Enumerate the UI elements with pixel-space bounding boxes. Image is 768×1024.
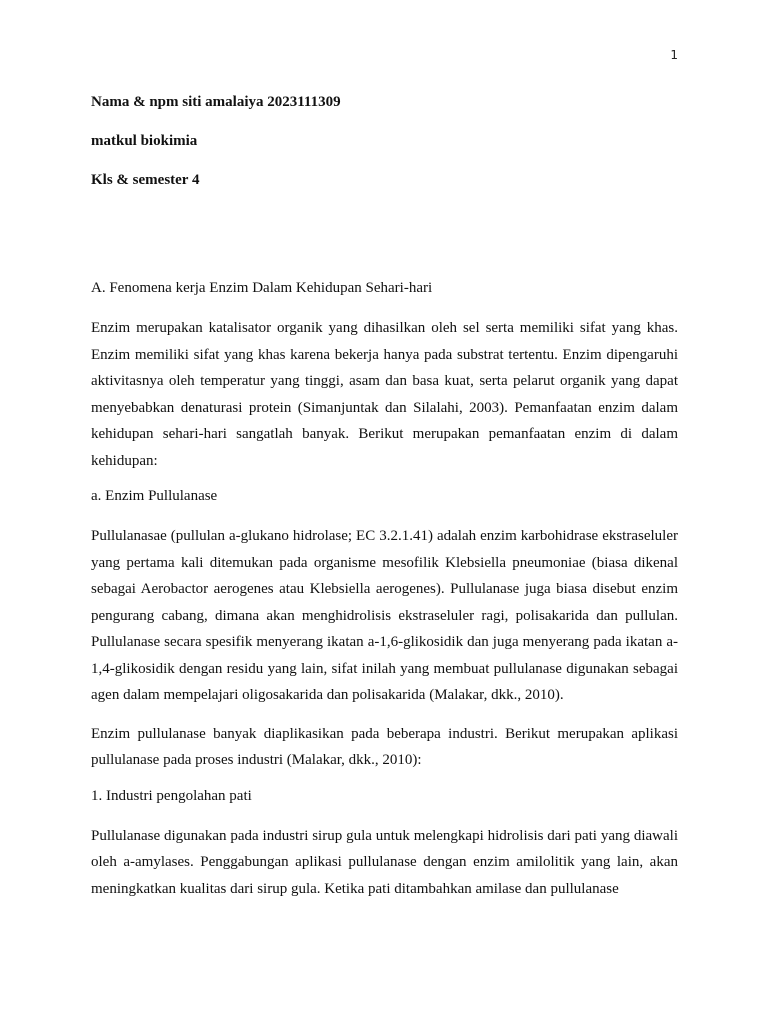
document-body xyxy=(91,92,678,914)
page-number: 1 xyxy=(670,48,678,62)
section-a-intro-paragraph: Enzim merupakan katalisator organik yang dihasilkan oleh sel serta memiliki sifat yang khas. Enzim memiliki sifat yang khas karena bekerja hanya pada substrat tertentu. Enzim dipengaruhi aktivitasnya oleh temperatur yang tinggi, asam dan basa kuat, serta pelarut organik yang dapat menyebabkan denaturasi protein (Simanjuntak dan Silalahi, 2003). Pemanfaatan enzim dalam kehidupan sehari-hari sangatlah banyak. Berikut merupakan pemanfaatan enzim di dalam kehidupan: xyxy=(91,320,678,469)
starch-industry-subheading: 1. Industri pengolahan pati xyxy=(91,787,252,804)
header-spacer xyxy=(91,209,678,278)
section-a-heading: A. Fenomena kerja Enzim Dalam Kehidupan Sehari-hari xyxy=(91,280,433,296)
student-name-line: Nama & npm siti amalaiya 2023111309 xyxy=(91,94,341,110)
course-line: matkul biokimia xyxy=(91,133,198,149)
pullulanase-paragraph-2: Enzim pullulanase banyak diaplikasikan pada beberapa industri. Berikut merupakan aplikasi pullulanase pada proses industri (Malakar, dkk., 2010): xyxy=(91,725,678,768)
pullulanase-subheading: a. Enzim Pullulanase xyxy=(91,488,218,504)
starch-industry-paragraph: Pullulanase digunakan pada industri sirup gula untuk melengkapi hidrolisis dari pati yang diawali oleh a-amylases. Penggabungan aplikasi pullulanase dengan enzim amilolitik yang lain, akan meningkatkan kualitas dari sirup gula. Ketika pati ditambahkan amilase dan pullulanase xyxy=(91,827,678,897)
class-semester-line: Kls & semester 4 xyxy=(91,172,200,188)
pullulanase-paragraph-1: Pullulanasae (pullulan a-glukano hidrolase; EC 3.2.1.41) adalah enzim karbohidrase ekstraseluler yang pertama kali ditemukan pada organisme mesofilik Klebsiella pneumoniae (biasa dikenal sebagai Aerobactor aerogenes atau Klebsiella aerogenes). Pullulanase juga biasa disebut enzim pengurang cabang, dimana akan menghidrolisis ekstraseluler ragi, polisakarida dan pullulan. Pullulanase secara spesifik menyerang ikatan a-1,6-glikosidik dan juga menyerang pada ikatan a-1,4-glikosidik dengan residu yang lain, sifat inilah yang membuat pullulanase digunakan sebagai agen dalam mempelajari oligosakarida dan polisakarida (Malakar, dkk., 2010). xyxy=(91,528,678,703)
